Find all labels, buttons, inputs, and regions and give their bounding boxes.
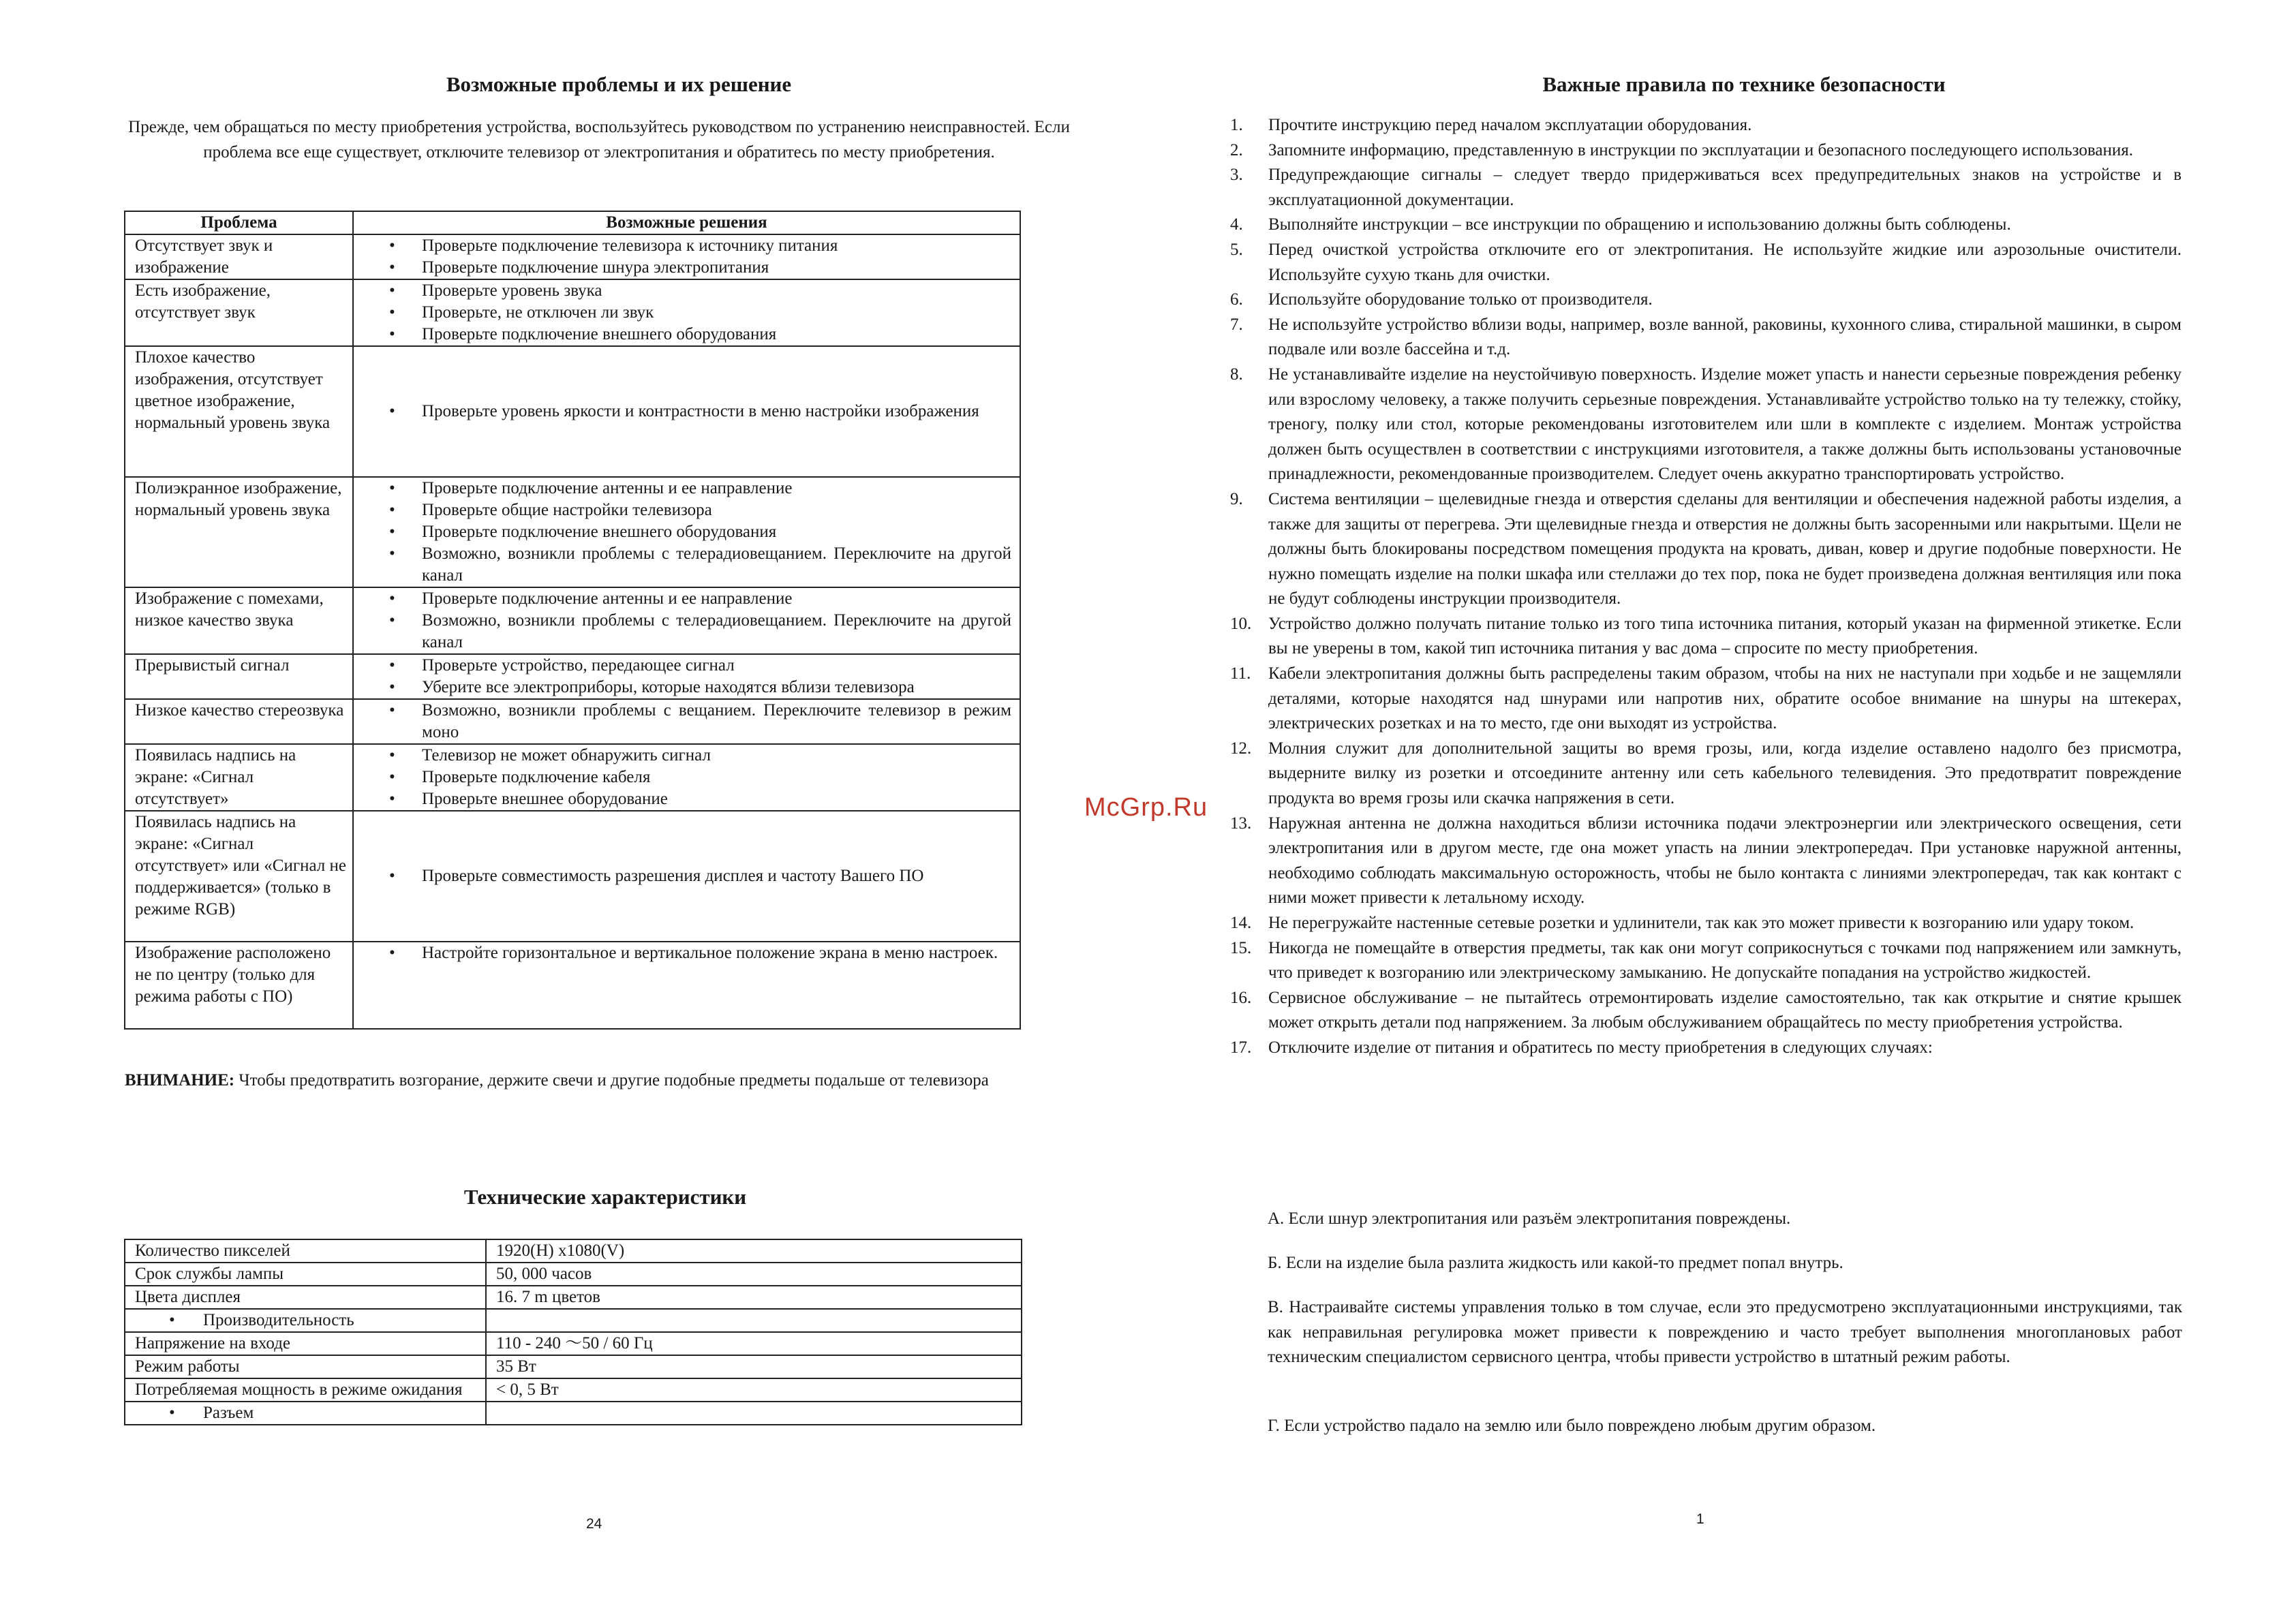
safety-rules-list xyxy=(1230,113,2182,1061)
sub-item-c: В. Настраивайте системы управления только в том случае, если это предусмотрено эксплуатационными инструкциями, так как неправильная регулировка может привести к повреждению и часто требует выполнения многоплановых работ техническим специалистом сервисного центра, чтобы привести устройство в штатный режим работы. xyxy=(1268,1298,2182,1367)
safety-rule-item xyxy=(1230,487,2182,612)
column-header-solutions: Возможные решения xyxy=(353,211,1020,234)
spec-value: 110 - 240 ～50 / 60 Гц xyxy=(486,1332,1022,1355)
safety-rule-item xyxy=(1230,1036,2182,1061)
sub-item-a: А. Если шнур электропитания или разъём электропитания повреждены. xyxy=(1268,1209,1791,1228)
spec-row xyxy=(125,1355,1022,1378)
rule-text: Запомните информацию, представленную в инструкции по эксплуатации и безопасного последующего использования. xyxy=(1268,140,2133,159)
rule-number: 1. xyxy=(1230,116,1243,134)
page-number-left: 24 xyxy=(586,1516,602,1532)
spec-value: 16. 7 m цветов xyxy=(486,1286,1022,1309)
rule-text: Выполняйте инструкции – все инструкции по обращению и использованию должны быть соблюдены. xyxy=(1268,215,2011,234)
solution-item: • Проверьте устройство, передающее сигнал xyxy=(354,655,1011,677)
spec-label-text: Разъем xyxy=(203,1404,254,1422)
rule-number: 5. xyxy=(1230,240,1243,259)
solution-item: • Возможно, возникли проблемы с вещанием. Переключите телевизор в режим моно xyxy=(354,700,1011,743)
safety-rule-item xyxy=(1230,911,2182,936)
problem-cell: Появилась надпись на экране: «Сигнал отсутствует» xyxy=(125,744,353,811)
spec-value: 1920(H) x1080(V) xyxy=(486,1239,1022,1263)
safety-rule-item xyxy=(1230,113,2182,138)
solution-item: • Проверьте подключение внешнего оборудования xyxy=(354,324,1011,345)
solution-item: • Проверьте совместимость разрешения дисплея и частоту Вашего ПО xyxy=(354,865,1011,887)
safety-rule-item xyxy=(1230,936,2182,986)
problem-cell: Изображение с помехами, низкое качество звука xyxy=(125,587,353,654)
solutions-cell xyxy=(353,587,1020,654)
rule-number: 13. xyxy=(1230,814,1252,833)
rule-number: 9. xyxy=(1230,489,1243,508)
bullet-icon: • xyxy=(169,1311,175,1329)
solution-item: • Проверьте подключение телевизора к источнику питания xyxy=(354,235,1011,257)
spec-value xyxy=(486,1309,1022,1332)
rule-number: 14. xyxy=(1230,914,1252,932)
warning-label: ВНИМАНИЕ: xyxy=(125,1071,235,1089)
spec-row xyxy=(125,1263,1022,1286)
table-row xyxy=(125,699,1020,744)
rule-number: 2. xyxy=(1230,140,1243,159)
solution-item: • Настройте горизонтальное и вертикальное положение экрана в меню настроек. xyxy=(354,942,1011,964)
table-row xyxy=(125,279,1020,346)
solutions-cell xyxy=(353,346,1020,477)
safety-rule-item xyxy=(1230,163,2182,213)
safety-rule-item xyxy=(1230,986,2182,1036)
safety-rule-item xyxy=(1230,213,2182,238)
table-row xyxy=(125,654,1020,699)
solution-item: • Проверьте, не отключен ли звук xyxy=(354,302,1011,324)
solution-item: • Проверьте общие настройки телевизора xyxy=(354,499,1011,521)
solutions-list xyxy=(354,865,1011,887)
rule-text: Никогда не помещайте в отверстия предметы, так как они могут соприкоснуться с точками под напряжением или замкнуть, что приведет к возгоранию или электрическому замыканию. Не допускайте попадания на устройство жидкостей. xyxy=(1268,938,2182,983)
solutions-list xyxy=(354,280,1011,345)
safety-rule-item xyxy=(1230,238,2182,288)
rule-text: Молния служит для дополнительной защиты во время грозы, или, когда изделие оставлено надолго без присмотра, выдерните вилку из розетки и отсоедините антенну или сеть кабельного телевидения. Это предотвратит повреждение продукта во время грозы или скачка напряжения в сети. xyxy=(1268,739,2182,808)
rule-text: Кабели электропитания должны быть распределены таким образом, чтобы на них не наступали при ходьбе и не защемляли деталями, которые находятся над шнурами или напротив них, обратите особое внимание на шнуры на штекерах, электрических розетках и на то место, где они выходят из устройства. xyxy=(1268,664,2182,733)
solutions-list xyxy=(354,588,1011,653)
solution-item: • Проверьте уровень яркости и контрастности в меню настройки изображения xyxy=(354,401,1011,422)
solutions-cell xyxy=(353,654,1020,699)
spec-row xyxy=(125,1309,1022,1332)
solutions-cell xyxy=(353,279,1020,346)
solutions-cell xyxy=(353,699,1020,744)
solutions-cell xyxy=(353,942,1020,1029)
spec-row xyxy=(125,1332,1022,1355)
solution-item: • Проверьте подключение шнура электропитания xyxy=(354,257,1011,279)
problem-cell: Изображение расположено не по центру (только для режима работы с ПО) xyxy=(125,942,353,1029)
spec-label: Цвета дисплея xyxy=(125,1286,486,1309)
solution-item: • Возможно, возникли проблемы с телерадиовещанием. Переключите на другой канал xyxy=(354,543,1011,587)
rule-number: 4. xyxy=(1230,215,1243,234)
solutions-cell xyxy=(353,744,1020,811)
rule-text: Не перегружайте настенные сетевые розетки и удлинители, так как это может привести к возгоранию или удару током. xyxy=(1268,914,2134,932)
solutions-cell xyxy=(353,811,1020,942)
specs-title: Технические характеристики xyxy=(463,1185,747,1209)
safety-rule-item xyxy=(1230,812,2182,911)
safety-rule-item xyxy=(1230,138,2182,164)
troubleshooting-title: Возможные проблемы и их решение xyxy=(446,72,792,96)
solutions-cell xyxy=(353,234,1020,279)
table-row xyxy=(125,587,1020,654)
table-row xyxy=(125,942,1020,1029)
problem-cell: Прерывистый сигнал xyxy=(125,654,353,699)
safety-rule-item xyxy=(1230,362,2182,487)
spec-label: Напряжение на входе xyxy=(125,1332,486,1355)
watermark-link[interactable]: McGrp.Ru xyxy=(1084,793,1208,822)
safety-title: Важные правила по технике безопасности xyxy=(1542,72,1946,96)
table-row xyxy=(125,234,1020,279)
spec-value xyxy=(486,1402,1022,1425)
rule-number: 12. xyxy=(1230,739,1252,758)
spec-row xyxy=(125,1239,1022,1263)
rule-number: 11. xyxy=(1230,664,1251,683)
rule-number: 17. xyxy=(1230,1038,1252,1057)
spec-row xyxy=(125,1378,1022,1402)
table-row xyxy=(125,744,1020,811)
specs-table xyxy=(124,1239,1022,1425)
solution-item: • Проверьте подключение внешнего оборудования xyxy=(354,521,1011,543)
solution-item: • Проверьте уровень звука xyxy=(354,280,1011,302)
solution-item: • Проверьте подключение антенны и ее направление xyxy=(354,588,1011,610)
rule-number: 7. xyxy=(1230,315,1243,334)
troubleshooting-table xyxy=(124,211,1021,1030)
solutions-list xyxy=(354,235,1011,279)
rule-number: 15. xyxy=(1230,938,1252,957)
rule-text: Используйте оборудование только от производителя. xyxy=(1268,290,1653,309)
problem-cell: Полиэкранное изображение, нормальный уровень звука xyxy=(125,477,353,587)
sub-item-b: Б. Если на изделие была разлита жидкость или какой-то предмет попал внутрь. xyxy=(1268,1254,1843,1272)
problem-cell: Есть изображение, отсутствует звук xyxy=(125,279,353,346)
spec-row xyxy=(125,1402,1022,1425)
rule-text: Наружная антенна не должна находиться вблизи источника подачи электроэнергии или электрического освещения, сети электропитания или в другом месте, где она может упасть на линии электропередач. При установке наружной антенны, необходимо соблюдать максимальную осторожность, чтобы не было контакта с линиями электропередач, так как контакт с ними может привести к летальному исходу. xyxy=(1268,814,2182,908)
solutions-list xyxy=(354,942,1011,964)
rule-text: Прочтите инструкцию перед началом эксплуатации оборудования. xyxy=(1268,116,1752,134)
rule-number: 3. xyxy=(1230,166,1243,185)
spec-label: Потребляемая мощность в режиме ожидания xyxy=(125,1378,486,1402)
warning-text: Чтобы предотвратить возгорание, держите свечи и другие подобные предметы подальше от телевизора xyxy=(234,1071,989,1089)
rule-text: Не используйте устройство вблизи воды, например, возле ванной, раковины, кухонного слива, стиральной машинки, в сыром подвале или возле бассейна и т.д. xyxy=(1268,315,2182,359)
spec-label: Срок службы лампы xyxy=(125,1263,486,1286)
rule-text: Предупреждающие сигналы – следует твердо придерживаться всех предупредительных знаков на устройстве и в эксплуатационной документации. xyxy=(1268,166,2182,209)
page-number-right: 1 xyxy=(1696,1511,1704,1527)
rule-text: Система вентиляции – щелевидные гнезда и отверстия сделаны для вентиляции и обеспечения надежной работы изделия, а также для защиты от перегрева. Эти щелевидные гнезда и отверстия не должны быть засоренными или накрытыми. Щели не должны быть блокированы посредством помещения продукта на кровать, диван, ковер и другие подобные поверхности. Не нужно помещать изделие на полки шкафа или стеллажи до тех пор, пока не будет произведена должная вентиляция или пока не будут соблюдены инструкции производителя. xyxy=(1268,489,2182,608)
solution-item: • Возможно, возникли проблемы с телерадиовещанием. Переключите на другой канал xyxy=(354,610,1011,653)
rule-number: 6. xyxy=(1230,290,1243,309)
safety-rule-item xyxy=(1230,737,2182,812)
solution-item: • Проверьте подключение антенны и ее направление xyxy=(354,478,1011,499)
problem-cell: Плохое качество изображения, отсутствует цветное изображение, нормальный уровень звука xyxy=(125,346,353,477)
spec-value: 50, 000 часов xyxy=(486,1263,1022,1286)
solution-item: • Проверьте внешнее оборудование xyxy=(354,788,1011,810)
solution-item: • Проверьте подключение кабеля xyxy=(354,767,1011,788)
rule-text: Сервисное обслуживание – не пытайтесь отремонтировать изделие самостоятельно, так как открытие и снятие крышек может открыть детали под напряжением. За любым обслуживанием обращайтесь по месту приобретения устройства. xyxy=(1268,988,2182,1032)
solutions-list xyxy=(354,478,1011,587)
problem-cell: Отсутствует звук и изображение xyxy=(125,234,353,279)
problem-cell: Низкое качество стереозвука xyxy=(125,699,353,744)
solution-item: • Телевизор не может обнаружить сигнал xyxy=(354,745,1011,767)
solutions-cell xyxy=(353,477,1020,587)
safety-rule-item xyxy=(1230,313,2182,362)
rule-text: Устройство должно получать питание только из того типа источника питания, который указан на фирменной этикетке. Если вы не уверены в том, какой тип источника питания у вас дома – спросите по месту приобретения. xyxy=(1268,614,2182,658)
bullet-icon: • xyxy=(169,1404,175,1422)
solutions-list xyxy=(354,655,1011,698)
rule-text: Отключите изделие от питания и обратитесь по месту приобретения в следующих случаях: xyxy=(1268,1038,1933,1057)
spec-label xyxy=(125,1402,486,1425)
table-row xyxy=(125,477,1020,587)
spec-label: Количество пикселей xyxy=(125,1239,486,1263)
safety-rule-item xyxy=(1230,612,2182,662)
spec-label: Режим работы xyxy=(125,1355,486,1378)
solutions-list xyxy=(354,700,1011,743)
rule-number: 8. xyxy=(1230,365,1243,384)
solutions-list xyxy=(354,745,1011,810)
safety-rule-item xyxy=(1230,288,2182,313)
table-row xyxy=(125,811,1020,942)
troubleshooting-intro: Прежде, чем обращаться по месту приобретения устройства, воспользуйтесь руководством по устранению неисправностей. Если проблема все еще существует, отключите телевизор от электропитания и обратитесь по месту приобретения. xyxy=(128,118,1070,161)
solutions-list xyxy=(354,401,1011,422)
rule-text: Не устанавливайте изделие на неустойчивую поверхность. Изделие может упасть и нанести серьезные повреждения ребенку или взрослому человеку, а также получить серьезные повреждения. Устанавливайте устройство только на ту тележку, стойку, треногу, полку или стол, которые рекомендованы изготовителем или шли в комплекте с изделием. Монтаж устройства должен быть осуществлен в соответствии с инструкциями изготовителя, а также должны быть использованы установочные принадлежности, рекомендованные производителем. Следует очень аккуратно транспортировать устройство. xyxy=(1268,365,2182,484)
sub-item-d: Г. Если устройство падало на землю или было повреждено любым другим образом. xyxy=(1268,1417,1876,1435)
spec-row xyxy=(125,1286,1022,1309)
rule-number: 10. xyxy=(1230,614,1252,633)
rule-number: 16. xyxy=(1230,988,1252,1007)
rule-text: Перед очисткой устройства отключите его от электропитания. Не используйте жидкие или аэрозольные очистители. Используйте сухую ткань для очистки. xyxy=(1268,240,2182,284)
spec-value: 35 Вт xyxy=(486,1355,1022,1378)
safety-rule-item xyxy=(1230,662,2182,737)
warning-note xyxy=(125,1068,1011,1093)
spec-label xyxy=(125,1309,486,1332)
spec-value: < 0, 5 Вт xyxy=(486,1378,1022,1402)
solution-item: • Уберите все электроприборы, которые находятся вблизи телевизора xyxy=(354,677,1011,698)
table-row xyxy=(125,346,1020,477)
column-header-problem: Проблема xyxy=(125,211,353,234)
problem-cell: Появилась надпись на экране: «Сигнал отсутствует» или «Сигнал не поддерживается» (только в режиме RGB) xyxy=(125,811,353,942)
spec-label-text: Производительность xyxy=(203,1311,354,1329)
